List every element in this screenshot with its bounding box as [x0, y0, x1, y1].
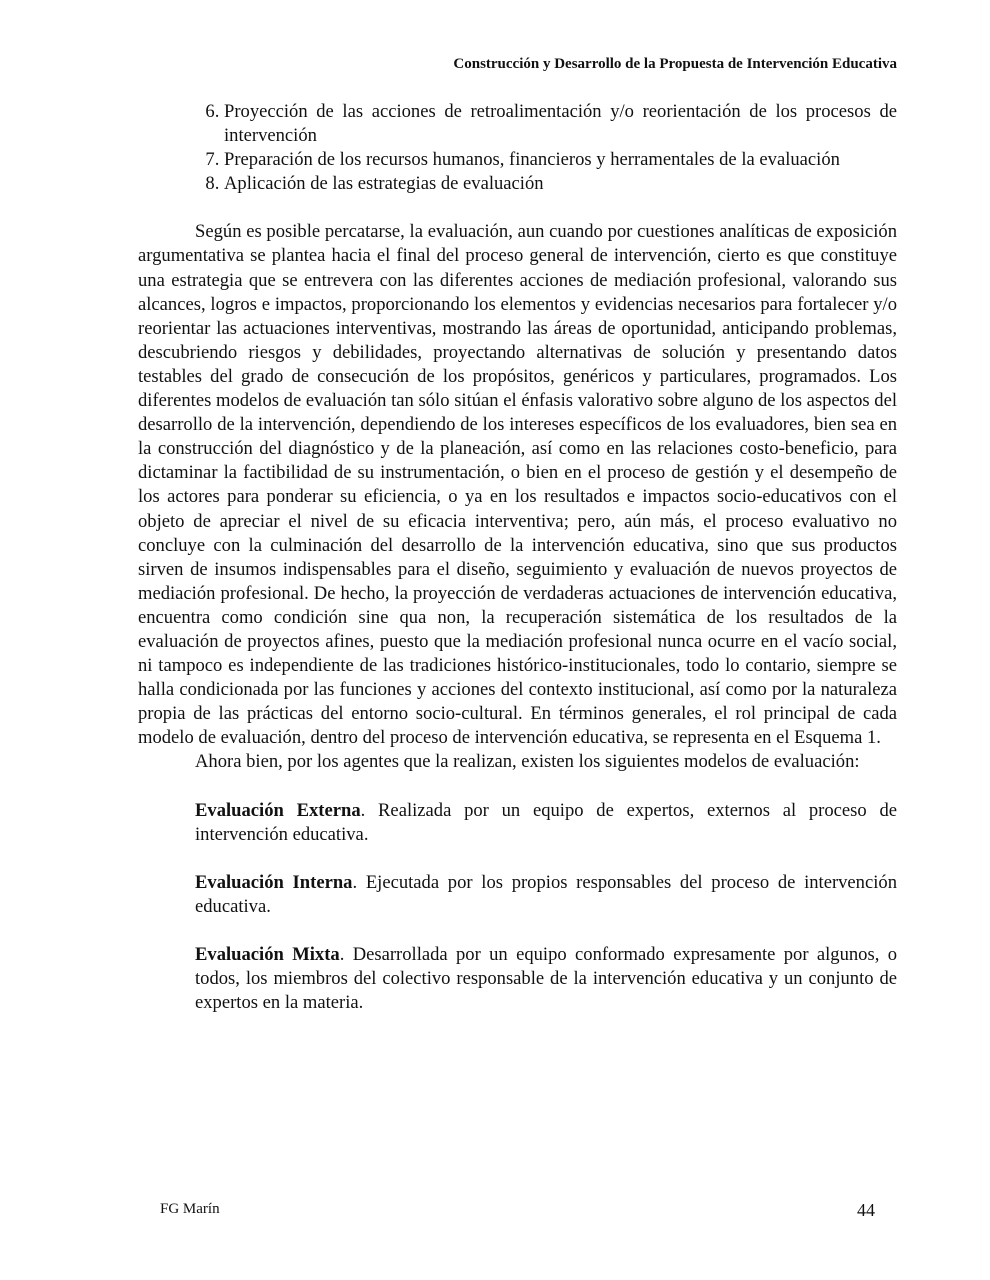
model-external	[195, 799, 897, 847]
model-internal	[195, 871, 897, 919]
model-term: Evaluación Externa	[195, 799, 361, 821]
steps-list	[138, 100, 897, 196]
model-term: Evaluación Interna	[195, 871, 353, 893]
body-paragraph: Según es posible percatarse, la evaluación, aun cuando por cuestiones analíticas de exposición argumentativa se plantea hacia el final del proceso general de intervención, cierto es que constituye una estrategia que se entrevera con las diferentes acciones de mediación profesional, valorando sus alcances, logros e impactos, proporcionando los elementos y evidencias necesarios para fortalecer y/o reorientar las actuaciones interventivas, mostrando las áreas de oportunidad, anticipando problemas, descubriendo riesgos y debilidades, proyectando alternativas de solución y presentando datos testables del grado de consecución de los propósitos, genéricos y particulares, programados. Los diferentes modelos de evaluación tan sólo sitúan el énfasis valorativo sobre alguno de los aspectos del desarrollo de la intervención, dependiendo de los intereses específicos de los evaluadores, bien sea en la construcción del diagnóstico y de la planeación, así como en las relaciones costo-beneficio, para dictaminar la factibilidad de su instrumentación, o bien en el proceso de gestión y el desempeño de los actores para ponderar su eficiencia, o ya en los resultados e impactos socio-educativos con el objeto de apreciar el nivel de su eficacia interventiva; pero, aún más, el proceso evaluativo no concluye con la culminación del desarrollo de la intervención educativa, sino que sus productos sirven de insumos indispensables para el diseño, seguimiento y evaluación de nuevos proyectos de mediación profesional. De hecho, la proyección de verdaderas actuaciones de intervención educativa, encuentra como condición sine qua non, la recuperación sistemática de los resultados de la evaluación de proyectos afines, puesto que la mediación profesional nunca ocurre en el vacío social, ni tampoco es independiente de las tradiciones histórico-institucionales, todo lo contario, siempre se halla condicionada por las funciones y acciones del contexto institucional, así como por la naturaleza propia de las prácticas del entorno socio-cultural. En términos generales, el rol principal de cada modelo de evaluación, dentro del proceso de intervención educativa, se representa en el Esquema 1.	[138, 221, 897, 749]
model-mixed	[195, 943, 897, 1015]
list-item: 8. Aplicación de las estrategias de evaluación	[224, 172, 897, 196]
running-header: Construcción y Desarrollo de la Propuesta de Intervención Educativa	[453, 56, 897, 72]
page-body	[138, 100, 897, 1015]
model-description: . Ejecutada por los propios responsables del proceso de intervención educativa.	[195, 871, 897, 917]
model-description: . Desarrollada por un equipo conformado expresamente por algunos, o todos, los miembros del colectivo responsable de la intervención educativa y un conjunto de expertos en la materia.	[195, 943, 897, 1014]
list-item: 6. Proyección de las acciones de retroalimentación y/o reorientación de los procesos de intervención	[224, 100, 897, 148]
model-description: . Realizada por un equipo de expertos, externos al proceso de intervención educativa.	[195, 799, 897, 845]
list-item: 7. Preparación de los recursos humanos, financieros y herramentales de la evaluación	[224, 148, 897, 172]
page-number: 44	[857, 1200, 875, 1220]
body-paragraph: Ahora bien, por los agentes que la realizan, existen los siguientes modelos de evaluación:	[195, 751, 860, 773]
model-term: Evaluación Mixta	[195, 943, 340, 965]
footer-author: FG Marín	[160, 1201, 220, 1217]
